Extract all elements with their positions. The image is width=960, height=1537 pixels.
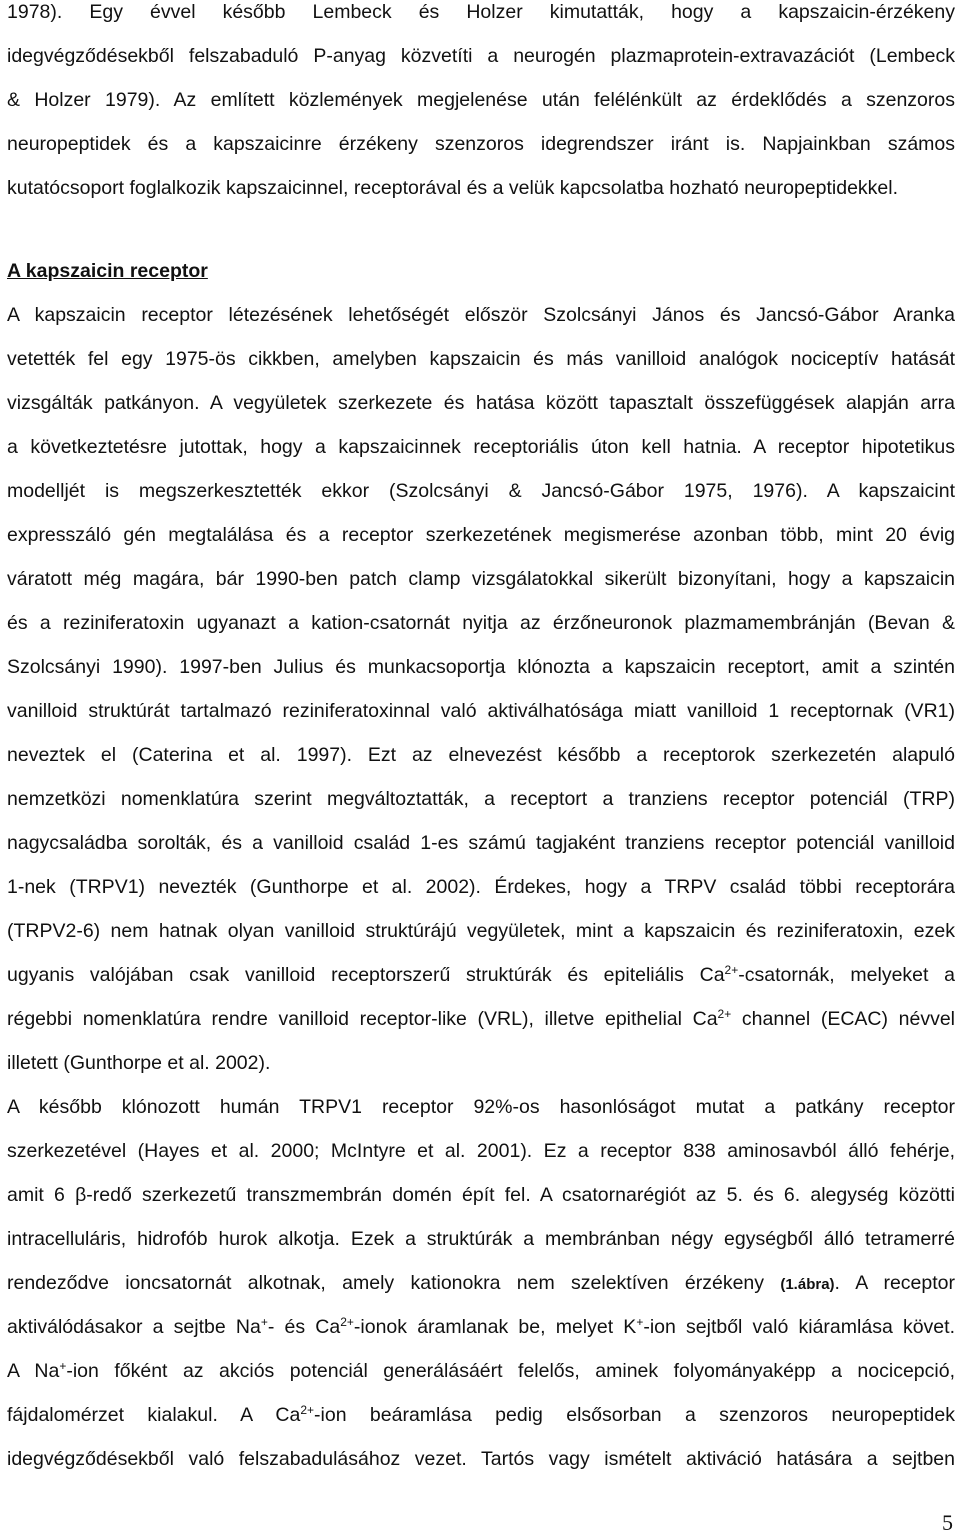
superscript-charge: + bbox=[636, 1315, 644, 1329]
superscript-charge: 2+ bbox=[724, 963, 739, 977]
figure-reference: (1.ábra) bbox=[780, 1276, 835, 1293]
text-line-ions bbox=[7, 1305, 955, 1349]
text-line: expresszáló gén megtalálása és a receptor szerkezetének megismerése azonban több, mint 20 évig bbox=[7, 524, 955, 546]
text-line: intracelluláris, hidrofób hurok alkotja. Ezek a struktúrák a membránban négy egységből álló tetramerré bbox=[7, 1228, 955, 1250]
text-line: idegvégződésekből felszabaduló P-anyag közvetíti a neurogén plazmaprotein-extravazációt (Lembeck bbox=[7, 45, 955, 67]
text-line-sodium bbox=[7, 1349, 955, 1393]
text-segment: rendeződve ioncsatornát alkotnak, amely kationokra nem szelektíven érzékeny bbox=[7, 1272, 781, 1294]
text-segment: - és Ca bbox=[267, 1316, 341, 1338]
text-line: vetették fel egy 1975-ös cikkben, amelyben kapszaicin és más vanilloid analógok nociceptív hatását bbox=[7, 348, 955, 370]
text-line: a következtetésre jutottak, hogy a kapszaicinnek receptoriális úton kell hatnia. A receptor hipotetikus bbox=[7, 436, 955, 458]
text-line: modelljét is megszerkesztették ekkor (Szolcsányi & Jancsó-Gábor 1975, 1976). A kapszaicint bbox=[7, 480, 955, 502]
page-number: 5 bbox=[942, 1510, 953, 1535]
text-segment: fájdalomérzet kialakul. A Ca bbox=[7, 1404, 301, 1426]
text-segment: régebbi nomenklatúra rendre vanilloid receptor-like (VRL), illetve epithelial Ca bbox=[7, 1008, 718, 1030]
text-line: neveztek el (Caterina et al. 1997). Ezt az elnevezést később a receptorok szerkezetén alapuló bbox=[7, 744, 955, 766]
text-segment: channel (ECAC) névvel bbox=[731, 1008, 955, 1030]
text-line: nemzetközi nomenklatúra szerint megváltoztatták, a receptort a tranziens receptor potenciál (TRP) bbox=[7, 788, 955, 810]
text-line: vanilloid struktúrát tartalmazó reziniferatoxinnal való aktiválhatósága miatt vanilloid 1 receptornak (VR1) bbox=[7, 700, 955, 722]
text-line: 1978). Egy évvel később Lembeck és Holzer kimutatták, hogy a kapszaicin-érzékeny bbox=[7, 1, 955, 23]
superscript-charge: 2+ bbox=[340, 1315, 354, 1329]
text-line: és a reziniferatoxin ugyanazt a kation-csatornát nyitja az érzőneuronok plazmamembránján (Bevan & bbox=[7, 612, 955, 634]
text-segment: -ion sejtből való kiáramlása követ. bbox=[643, 1316, 955, 1338]
text-segment: aktiválódásakor a sejtbe Na bbox=[7, 1316, 261, 1338]
text-line: nagycsaládba sorolták, és a vanilloid család 1-es számú tagjaként tranziens receptor potenciál vanilloid bbox=[7, 832, 955, 854]
superscript-charge: + bbox=[59, 1359, 67, 1373]
text-line: A kapszaicin receptor létezésének lehetőségét először Szolcsányi János és Jancsó-Gábor Aranka bbox=[7, 304, 955, 326]
text-segment: -ion beáramlása pedig elsősorban a szenzoros neuropeptidek bbox=[314, 1404, 955, 1426]
text-line: & Holzer 1979). Az említett közlemények megjelenése után felélénkült az érdeklődés a szenzoros bbox=[7, 89, 955, 111]
text-line: váratott még magára, bár 1990-ben patch clamp vizsgálatokkal sikerült bizonyítani, hogy a kapszaicin bbox=[7, 568, 955, 590]
text-line: illetett (Gunthorpe et al. 2002). bbox=[7, 1052, 271, 1074]
text-line-calcium bbox=[7, 953, 955, 997]
text-line-figure-ref bbox=[7, 1261, 955, 1307]
superscript-charge: + bbox=[260, 1315, 268, 1329]
text-line: amit 6 β-redő szerkezetű transzmembrán domén épít fel. A csatornarégiót az 5. és 6. alegység közötti bbox=[7, 1184, 955, 1206]
text-line: neuropeptidek és a kapszaicinre érzékeny szenzoros idegrendszer iránt is. Napjainkban számos bbox=[7, 133, 955, 155]
text-line: vizsgálták patkányon. A vegyületek szerkezete és hatása között tapasztalt összefüggések alapján arra bbox=[7, 392, 955, 414]
text-segment: A Na bbox=[7, 1360, 60, 1382]
text-segment: . A receptor bbox=[834, 1272, 955, 1294]
section-heading: A kapszaicin receptor bbox=[7, 260, 208, 282]
text-line-calcium bbox=[7, 997, 955, 1041]
text-line: 1-nek (TRPV1) nevezték (Gunthorpe et al. 2002). Érdekes, hogy a TRPV család többi receptorára bbox=[7, 876, 955, 898]
text-segment: -csatornák, melyeket a bbox=[738, 964, 955, 986]
text-segment: -ion főként az akciós potenciál generálásáért felelős, aminek folyományaképp a nocicepció, bbox=[66, 1360, 955, 1382]
text-line: szerkezetével (Hayes et al. 2000; McIntyre et al. 2001). Ez a receptor 838 aminosavból álló fehérje, bbox=[7, 1140, 955, 1162]
superscript-charge: 2+ bbox=[300, 1403, 315, 1417]
text-line: Szolcsányi 1990). 1997-ben Julius és munkacsoportja klónozta a kapszaicin receptort, amit a szintén bbox=[7, 656, 955, 678]
text-segment: -ionok áramlanak be, melyet K bbox=[353, 1316, 637, 1338]
text-line-calcium bbox=[7, 1393, 955, 1437]
text-line: kutatócsoport foglalkozik kapszaicinnel, receptorával és a velük kapcsolatba hozható neuropeptidekkel. bbox=[7, 177, 899, 199]
text-line: (TRPV2-6) nem hatnak olyan vanilloid struktúrájú vegyületek, mint a kapszaicin és reziniferatoxin, ezek bbox=[7, 920, 955, 942]
text-line: A később klónozott humán TRPV1 receptor 92%-os hasonlóságot mutat a patkány receptor bbox=[7, 1096, 955, 1118]
text-segment: ugyanis valójában csak vanilloid receptorszerű struktúrák és epiteliális Ca bbox=[7, 964, 725, 986]
superscript-charge: 2+ bbox=[717, 1007, 732, 1021]
text-line: idegvégződésekből való felszabadulásához vezet. Tartós vagy ismételt aktiváció hatására a sejtben bbox=[7, 1448, 955, 1470]
